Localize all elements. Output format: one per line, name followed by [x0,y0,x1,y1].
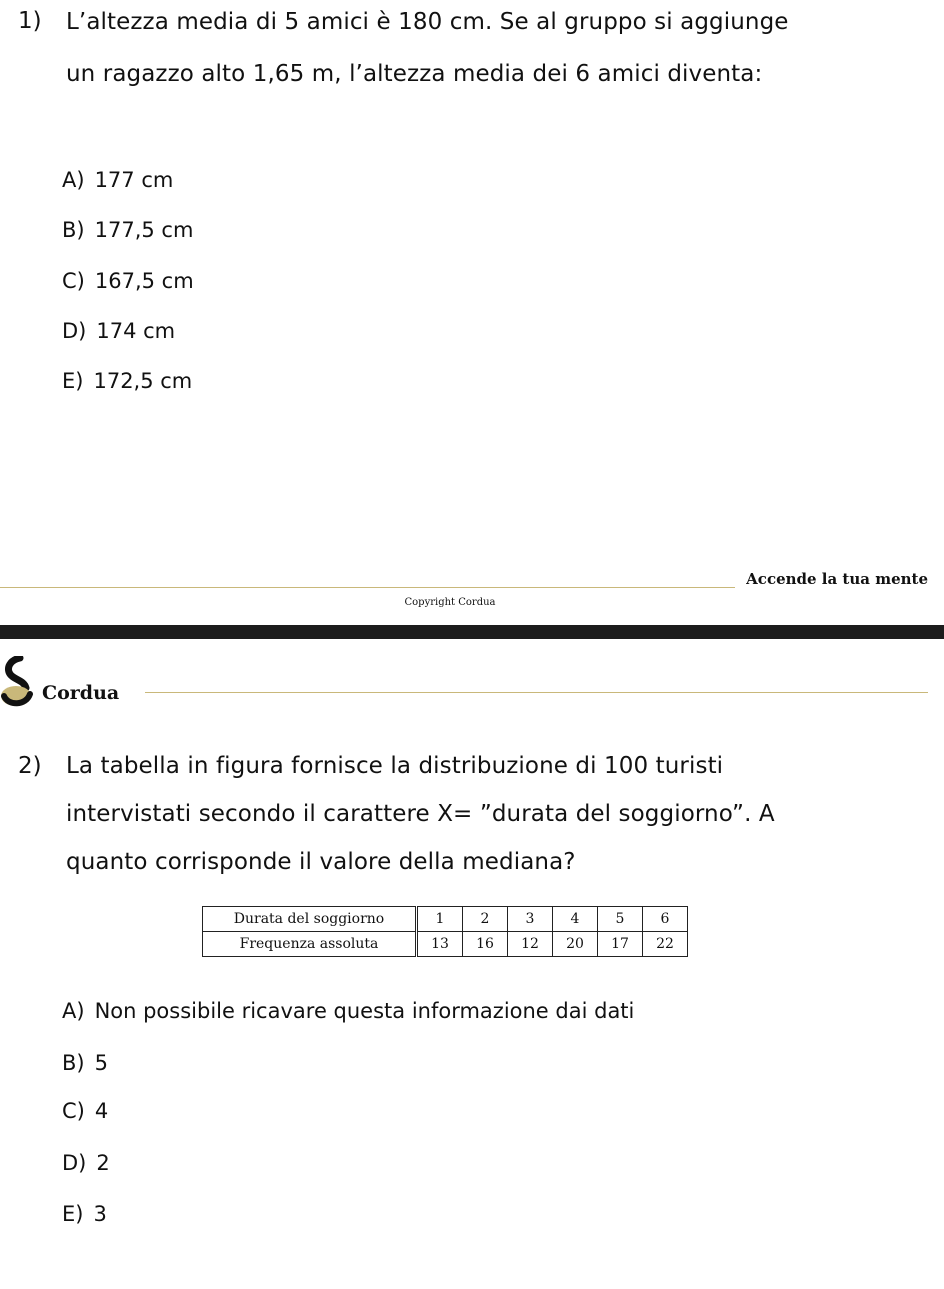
table-cell: 5 [598,907,643,932]
table-cell: 1 [417,907,463,932]
q1-option-e[interactable] [62,371,192,392]
option-value: 2 [96,1151,110,1175]
option-value: 177,5 cm [94,218,194,242]
table-cell: 17 [598,932,643,957]
question-2-number: 2) [18,753,42,779]
page-break-bar [0,625,944,639]
option-letter: A) [62,999,85,1023]
option-letter: C) [62,269,85,293]
footer-slogan: Accende la tua mente [746,570,928,588]
question-1-line: L’altezza media di 5 amici è 180 cm. Se al gruppo si aggiunge [66,9,789,35]
table-cell: 6 [643,907,688,932]
option-letter: C) [62,1099,85,1123]
table-cell: 2 [463,907,508,932]
option-letter: E) [62,369,84,393]
option-value: Non possibile ricavare questa informazione dai dati [94,999,635,1023]
table-cell: 20 [553,932,598,957]
question-2-line: quanto corrisponde il valore della mediana? [66,849,576,875]
option-value: 5 [94,1051,108,1075]
question-2-text [66,742,775,886]
footer-copyright: Copyright Cordua [404,597,496,608]
q1-option-d[interactable] [62,321,175,342]
q2-option-a[interactable] [62,1001,634,1022]
table-cell: 22 [643,932,688,957]
option-letter: A) [62,168,85,192]
table-cell: 4 [553,907,598,932]
q1-option-b[interactable] [62,220,193,241]
table-row [203,907,688,932]
option-letter: B) [62,1051,85,1075]
option-value: 3 [93,1202,107,1226]
option-letter: B) [62,218,85,242]
option-value: 167,5 cm [94,269,194,293]
option-value: 4 [94,1099,109,1123]
header-divider [145,692,928,693]
question-2-line: La tabella in figura fornisce la distribuzione di 100 turisti [66,753,724,779]
question-1-number: 1) [18,8,42,34]
question-1-text [66,0,789,98]
frequency-table [202,906,688,957]
option-value: 172,5 cm [93,369,193,393]
q2-option-e[interactable] [62,1204,107,1225]
option-letter: E) [62,1202,84,1226]
table-row [203,932,688,957]
q2-option-c[interactable] [62,1101,108,1122]
option-value: 174 cm [96,319,176,343]
question-1-line: un ragazzo alto 1,65 m, l’altezza media dei 6 amici diventa: [66,61,763,87]
q2-option-b[interactable] [62,1053,108,1074]
table-cell: 13 [417,932,463,957]
q2-option-d[interactable] [62,1153,110,1174]
option-value: 177 cm [94,168,174,192]
table-cell: 3 [508,907,553,932]
q1-option-c[interactable] [62,271,194,292]
question-2-line: intervistati secondo il carattere X= ”durata del soggiorno”. A [66,801,775,827]
table-header-cell: Durata del soggiorno [203,907,417,932]
cordua-logo-icon [0,656,34,708]
option-letter: D) [62,1151,87,1175]
table-cell: 12 [508,932,553,957]
option-letter: D) [62,319,87,343]
table-cell: 16 [463,932,508,957]
footer-divider [0,587,735,588]
table-header-cell: Frequenza assoluta [203,932,417,957]
q1-option-a[interactable] [62,170,173,191]
brand-name: Cordua [42,682,120,704]
